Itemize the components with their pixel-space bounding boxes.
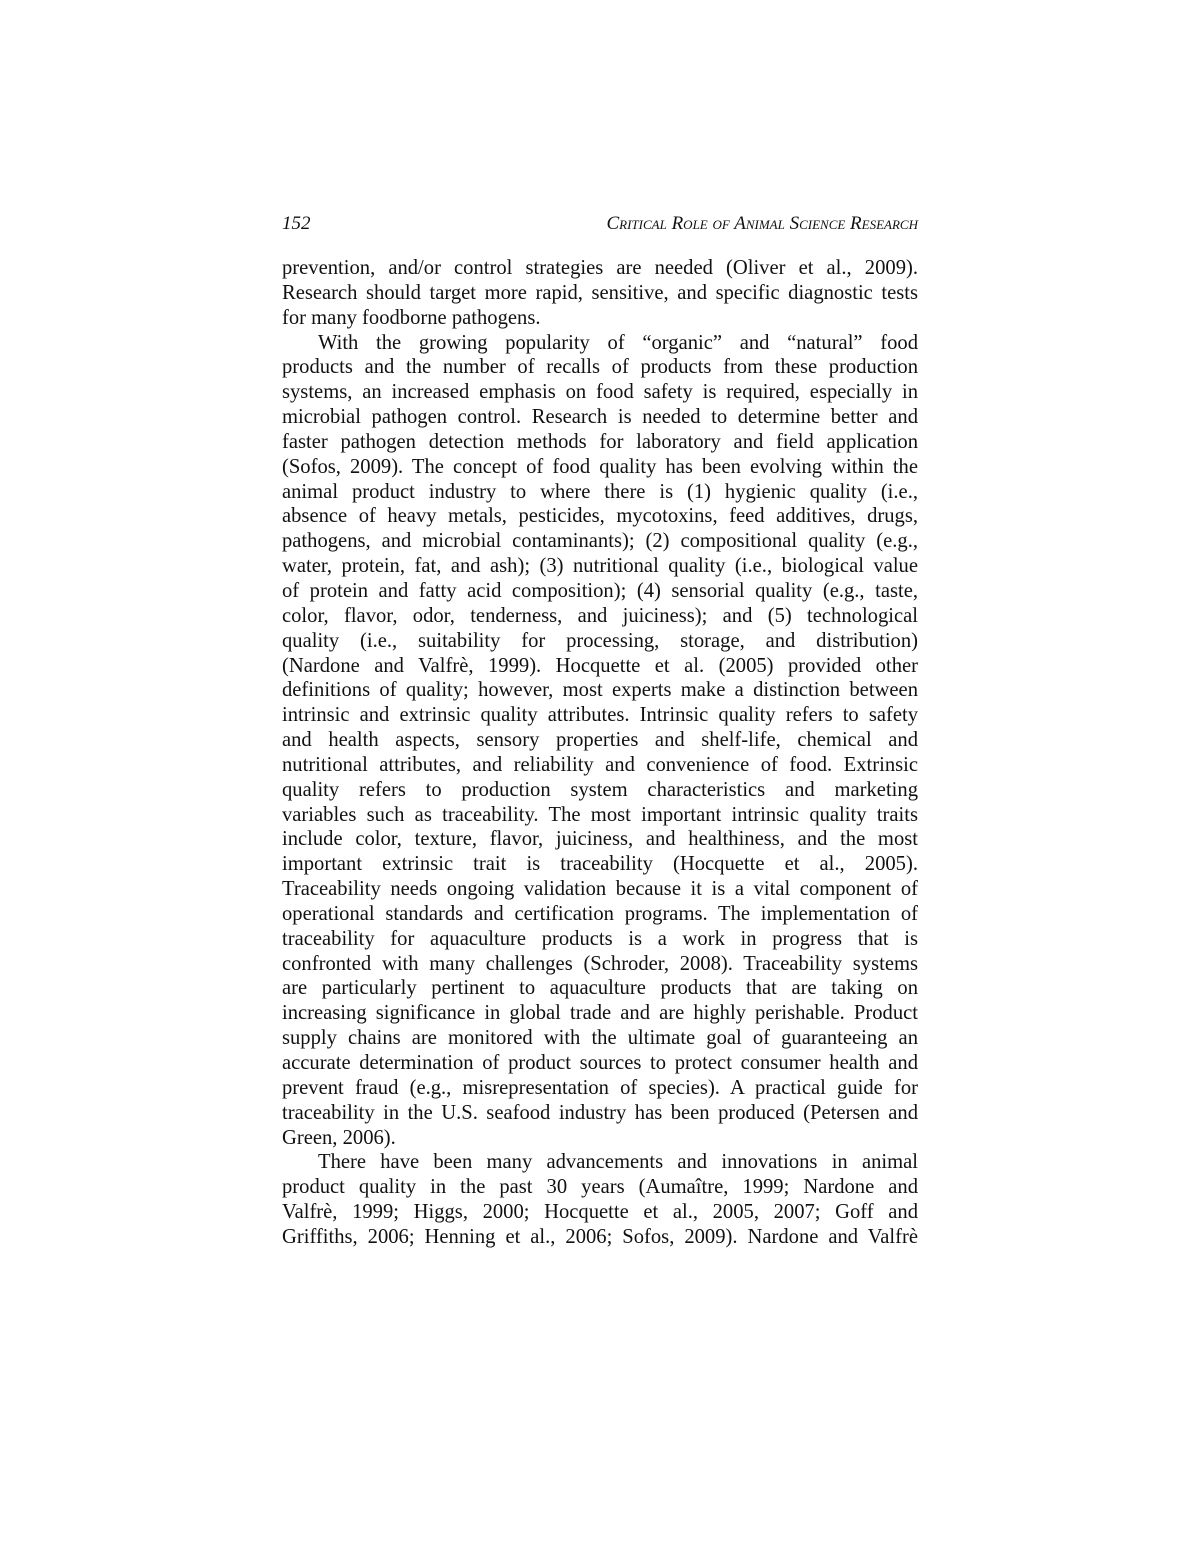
paragraph [282,331,918,1151]
text-line: animal product industry to where there is (1) hygienic quality (i.e., [282,480,918,503]
text-line: (Sofos, 2009). The concept of food quality has been evolving within the [282,455,918,478]
text-line: product quality in the past 30 years (Aumaître, 1999; Nardone and [282,1176,918,1199]
text-line: include color, texture, flavor, juiciness, and healthiness, and the most [282,828,918,851]
paragraph [282,1150,918,1249]
text-line: Research should target more rapid, sensitive, and specific diagnostic tests [282,281,918,304]
text-line: There have been many advancements and innovations in animal [318,1151,918,1174]
text-line: increasing significance in global trade and are highly perishable. Product [282,1002,918,1025]
text-line: With the growing popularity of “organic” and “natural” food [318,331,918,354]
paragraph [282,256,918,331]
text-line: Griffiths, 2006; Henning et al., 2006; Sofos, 2009). Nardone and Valfrè [282,1225,918,1248]
text-line: pathogens, and microbial contaminants); (2) compositional quality (e.g., [282,530,918,553]
text-line: faster pathogen detection methods for laboratory and field application [282,430,918,453]
text-line: supply chains are monitored with the ultimate goal of guaranteeing an [282,1027,918,1050]
text-line: definitions of quality; however, most experts make a distinction between [282,679,918,702]
text-line: microbial pathogen control. Research is needed to determine better and [282,406,918,429]
text-line: Traceability needs ongoing validation because it is a vital component of [282,878,918,901]
text-line: and health aspects, sensory properties and shelf-life, chemical and [282,729,918,752]
text-line: for many foodborne pathogens. [282,306,541,329]
text-line: products and the number of recalls of products from these production [282,356,918,379]
text-line: intrinsic and extrinsic quality attributes. Intrinsic quality refers to safety [282,704,918,727]
text-line: Valfrè, 1999; Higgs, 2000; Hocquette et al., 2005, 2007; Goff and [282,1201,918,1224]
text-line: of protein and fatty acid composition); (4) sensorial quality (e.g., taste, [282,579,918,602]
text-line: (Nardone and Valfrè, 1999). Hocquette et al. (2005) provided other [282,654,918,677]
text-line: operational standards and certification programs. The implementation of [282,902,918,925]
text-line: color, flavor, odor, tenderness, and juiciness); and (5) technological [282,604,918,627]
text-line: quality (i.e., suitability for processing, storage, and distribution) [282,629,918,652]
text-line: accurate determination of product sources to protect consumer health and [282,1052,918,1074]
text-line: nutritional attributes, and reliability and convenience of food. Extrinsic [282,753,918,776]
running-head: Critical Role of Animal Science Research [606,213,918,234]
text-line: prevention, and/or control strategies are needed (Oliver et al., 2009). [282,257,918,279]
text-line: traceability in the U.S. seafood industry has been produced (Petersen and [282,1101,918,1124]
page-number: 152 [282,213,311,234]
text-line: Green, 2006). [282,1126,396,1149]
page-header [282,210,918,238]
text-line: water, protein, fat, and ash); (3) nutritional quality (i.e., biological value [282,555,918,578]
text-line: traceability for aquaculture products is a work in progress that is [282,927,918,950]
text-line: variables such as traceability. The most important intrinsic quality traits [282,803,918,826]
text-line: are particularly pertinent to aquaculture products that are taking on [282,977,918,1000]
text-line: confronted with many challenges (Schroder, 2008). Traceability systems [282,952,918,975]
body-text [282,256,918,1250]
text-line: absence of heavy metals, pesticides, mycotoxins, feed additives, drugs, [282,505,918,528]
text-line: important extrinsic trait is traceability (Hocquette et al., 2005). [282,853,918,876]
text-line: quality refers to production system characteristics and marketing [282,778,918,801]
text-line: prevent fraud (e.g., misrepresentation of species). A practical guide for [282,1076,918,1099]
text-line: systems, an increased emphasis on food safety is required, especially in [282,381,918,404]
